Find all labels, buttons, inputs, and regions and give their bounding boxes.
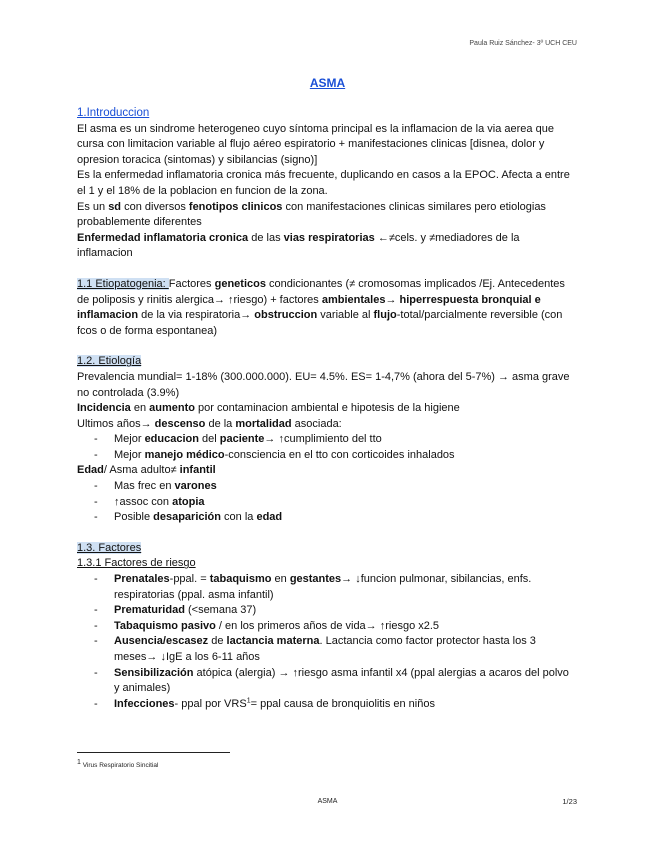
text-run: variable al <box>317 309 374 322</box>
spacer <box>77 339 577 354</box>
bold-run: educacion <box>144 433 199 446</box>
section-heading-etiologia <box>77 354 577 370</box>
footnote-separator <box>77 752 230 753</box>
section-heading-etiopatogenia: 1.1 Etiopatogenia: <box>77 277 169 290</box>
list-item <box>92 448 577 464</box>
text-run: en <box>271 573 290 586</box>
footnote <box>77 758 159 769</box>
list-item <box>92 432 577 448</box>
text-run: Es un <box>77 200 109 213</box>
text-run: → <box>385 293 400 306</box>
text-run: de la via respiratoria→ <box>138 309 255 322</box>
heading-text: 1.3. Factores <box>77 541 142 554</box>
text-run: Mas frec en <box>114 480 175 493</box>
text-run: en <box>130 402 150 415</box>
text-run: Ultimos años→ <box>77 417 155 430</box>
bold-run: aumento <box>149 402 195 415</box>
subheading-factores-riesgo: 1.3.1 Factores de riesgo <box>77 557 196 570</box>
bold-run: Incidencia <box>77 402 131 415</box>
text-run: con manifestaciones clinicas similares pero etiologias probablemente diferentes <box>77 200 546 229</box>
text-run: → ↑cumplimiento del tto <box>264 433 382 446</box>
mortalidad-list <box>77 432 577 463</box>
bold-run: paciente <box>219 433 265 446</box>
intro-paragraph-2: Es la enfermedad inflamatoria cronica más frecuente, duplicando en casos a la EPOC. Afecta a entre el 1 y el 18% de la poblacion en funcion de la zona. <box>77 169 570 197</box>
bold-run: Edad <box>77 464 104 477</box>
footnote-text: Virus Respiratorio Sincitial <box>80 762 159 769</box>
footnote-number: 1 <box>77 758 81 766</box>
bold-run: lactancia materna <box>226 635 320 648</box>
text-run: del <box>198 433 220 446</box>
bold-run: manejo médico <box>144 448 225 461</box>
list-item <box>92 697 577 713</box>
bold-run: fenotipos clinicos <box>188 200 283 213</box>
bold-run: Sensibilización <box>114 666 194 679</box>
text-run: / en los primeros años de vida→ ↑riesgo x2.5 <box>215 619 440 632</box>
spacer <box>77 262 577 277</box>
text-run: con diversos <box>121 200 189 213</box>
spacer <box>77 526 577 541</box>
text-run: . Lactancia como factor protector hasta los 3 meses→ ↓IgE a los 6-11 años <box>114 635 536 663</box>
text-run: Factores <box>168 277 215 290</box>
text-run: Posible <box>114 511 154 524</box>
text-run: -total/parcialmente reversible (con fcos o de forma espontanea) <box>77 309 563 337</box>
bold-run: edad <box>256 511 283 524</box>
etiopatogenia-paragraph <box>77 277 577 339</box>
edad-list <box>77 479 577 526</box>
text-run: de las <box>248 231 284 244</box>
text-run: / Asma adulto≠ <box>103 464 180 477</box>
bold-run: gestantes <box>289 573 342 586</box>
bold-run: descenso <box>154 417 206 430</box>
incidencia-paragraph <box>77 401 577 417</box>
bold-run: sd <box>108 200 122 213</box>
list-item <box>92 619 577 635</box>
bold-run: mortalidad <box>235 417 292 430</box>
page-footer-title: ASMA <box>317 798 338 805</box>
bold-run: atopia <box>172 495 205 508</box>
text-run: - ppal por VRS <box>174 697 247 710</box>
bold-run: desaparición <box>153 511 221 524</box>
text-run: de <box>208 635 227 648</box>
page-number: 1/23 <box>562 797 577 806</box>
document-title: ASMA <box>309 76 346 90</box>
bold-run: Prematuridad <box>114 604 185 617</box>
text-run: ←≠cels. y ≠mediadores de la inflamacion <box>77 231 520 260</box>
edad-paragraph <box>77 463 577 479</box>
bold-run: tabaquismo <box>209 573 272 586</box>
footnote-ref[interactable]: 1 <box>246 697 251 705</box>
text-run: ↑assoc con <box>114 495 173 508</box>
text-run: condicionantes (≠ cromosomas implicados /Ej. Antecedentes de poliposis y rinitis alergica→ ↑riesgo) + factores <box>77 277 565 306</box>
bold-run: obstruccion <box>254 309 318 322</box>
section-heading-factores <box>77 541 577 557</box>
list-item <box>92 666 577 697</box>
bold-run: geneticos <box>214 277 266 290</box>
bold-run: Ausencia/escasez <box>114 635 209 648</box>
list-item <box>92 572 577 603</box>
list-item <box>92 495 577 511</box>
bold-run: vias respiratorias <box>283 231 375 244</box>
list-item <box>92 479 577 495</box>
prevalencia-paragraph: Prevalencia mundial= 1-18% (300.000.000). EU= 4.5%. ES= 1-4,7% (ahora del 5-7%) → asma grave no controlada (3.9%) <box>77 370 570 399</box>
document-body <box>77 106 577 712</box>
section-heading-introduccion: 1.Introduccion <box>77 107 150 119</box>
text-run: atópica (alergia) → ↑riesgo asma infantil x4 (ppal alergias a acaros del polvo y animales) <box>114 666 569 695</box>
bold-run: ambientales <box>321 293 386 306</box>
bold-run: Tabaquismo pasivo <box>114 619 216 632</box>
bold-run: flujo <box>373 309 397 322</box>
bold-run: Infecciones <box>114 697 175 710</box>
text-run: -ppal. = <box>169 573 210 586</box>
bold-run: Enfermedad inflamatoria cronica <box>77 231 249 244</box>
text-run: = ppal causa de bronquiolitis en niños <box>250 697 435 710</box>
bold-run: varones <box>174 480 217 493</box>
text-run: (<semana 37) <box>184 604 257 617</box>
text-run: con la <box>221 511 257 524</box>
intro-paragraph-3 <box>77 200 577 231</box>
list-item <box>92 634 577 665</box>
mortalidad-paragraph <box>77 417 577 433</box>
text-run: Mejor <box>114 448 145 461</box>
heading-text: 1.2. Etiología <box>77 355 142 368</box>
list-item <box>92 510 577 526</box>
page-header-author: Paula Ruiz Sánchez- 3º UCH CEU <box>469 40 577 47</box>
bold-run: Prenatales <box>114 573 170 586</box>
list-item <box>92 603 577 619</box>
text-run: → ↓funcion pulmonar, sibilancias, enfs. respiratorias (ppal. asma infantil) <box>114 573 532 601</box>
text-run: asociada: <box>291 417 342 430</box>
text-run: -consciencia en el tto con corticoides inhalados <box>224 448 455 461</box>
bold-run: hiperrespuesta bronquial e inflamacion <box>77 293 541 322</box>
intro-paragraph-4 <box>77 231 577 262</box>
text-run: por contaminacion ambiental e hipotesis de la higiene <box>195 402 460 415</box>
factores-list <box>77 572 577 712</box>
intro-paragraph-1: El asma es un sindrome heterogeneo cuyo síntoma principal es la inflamacion de la via aerea que cursa con limitacion variable al flujo aéreo espiratorio + manifestaciones clinicas [disnea, dolor y opresion toracica (sintomas) y sibilancias (signo)] <box>77 122 554 166</box>
bold-run: infantil <box>179 464 216 477</box>
text-run: de la <box>205 417 236 430</box>
text-run: Mejor <box>114 433 145 446</box>
